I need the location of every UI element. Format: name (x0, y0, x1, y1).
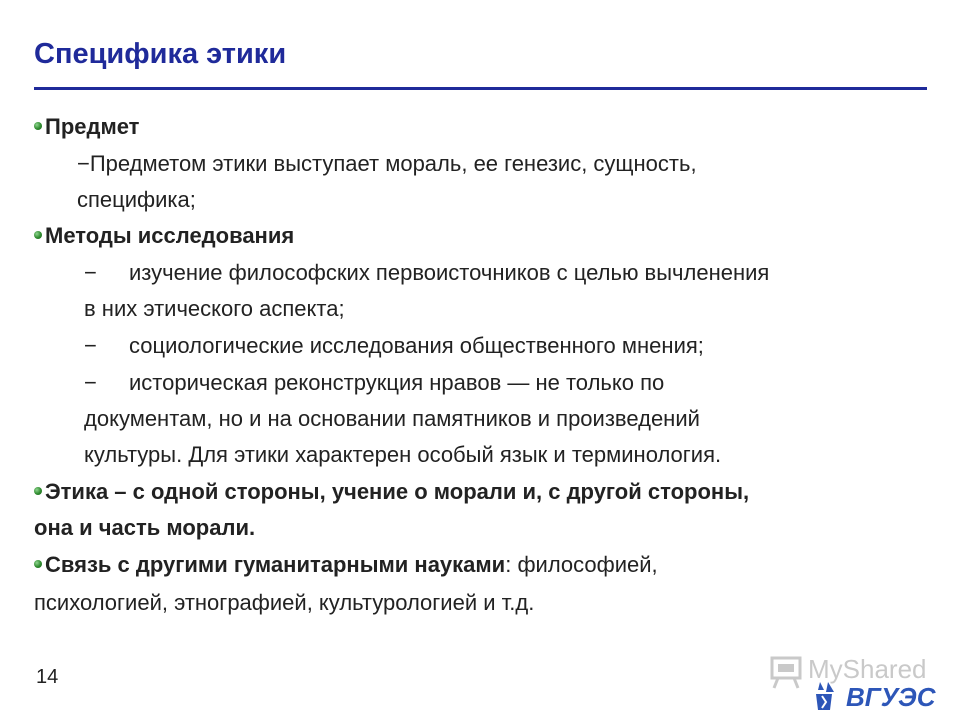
method-1-line-1: изучение философских первоисточников с целью вычленения (129, 260, 770, 285)
method-3-line-2: документам, но и на основании памятников и произведений (84, 406, 700, 431)
methods-heading: Методы исследования (45, 223, 295, 248)
bullet-icon (34, 560, 42, 568)
bullet-icon (34, 122, 42, 130)
method-3-line-1: историческая реконструкция нравов — не только по (129, 370, 665, 395)
ethics-line-1: Этика – с одной стороны, учение о морали и, с другой стороны, (45, 479, 750, 504)
method-dash-2: − (84, 333, 97, 358)
bullet-item-subject (34, 114, 139, 140)
method-dash-3: − (84, 370, 97, 395)
links-heading: Связь с другими гуманитарными науками (45, 552, 506, 577)
watermark (766, 652, 936, 716)
subject-text-line-2: специфика; (77, 187, 196, 212)
links-line-2: психологией, этнографией, культурологией и т.д. (34, 590, 535, 615)
subject-text-line-1: −Предметом этики выступает мораль, ее генезис, сущность, (77, 151, 697, 176)
bullet-icon (34, 231, 42, 239)
bullet-item-ethics (34, 479, 749, 505)
university-emblem-icon (810, 680, 846, 714)
slide-title: Специфика этики (34, 38, 287, 70)
presentation-board-icon (768, 656, 804, 690)
method-3-line-3: культуры. Для этики характерен особый язык и терминология. (84, 442, 722, 467)
method-1-line-2: в них этического аспекта; (84, 296, 345, 321)
bullet-icon (34, 487, 42, 495)
subject-heading: Предмет (45, 114, 140, 139)
bullet-item-methods (34, 223, 294, 249)
watermark-text: MyShared (808, 654, 927, 684)
page-number: 14 (36, 666, 59, 688)
university-logo-text: ВГУЭС (846, 682, 936, 712)
method-2-line-1: социологические исследования общественного мнения; (129, 333, 704, 358)
bullet-item-links (34, 552, 658, 578)
links-rest: : философией, (505, 552, 658, 577)
method-dash-1: − (84, 260, 97, 285)
ethics-line-2: она и часть морали. (34, 515, 256, 540)
